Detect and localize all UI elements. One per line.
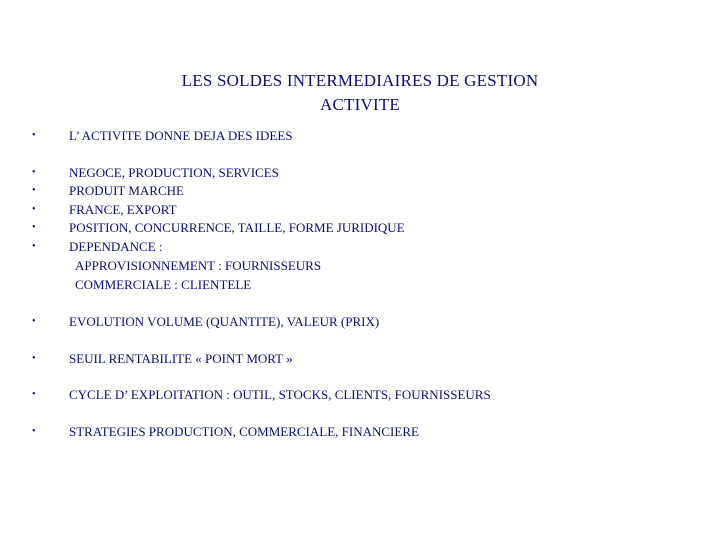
slide-title-line-2 bbox=[0, 94, 720, 116]
list-item-text: L’ ACTIVITE DONNE DEJA DES IDEES bbox=[69, 128, 293, 143]
slide-title-text-1: LES SOLDES INTERMEDIAIRES DE GESTION bbox=[181, 71, 539, 90]
list-item-text: FRANCE, EXPORT bbox=[69, 202, 177, 217]
list-item-text: POSITION, CONCURRENCE, TAILLE, FORME JURIDIQUE bbox=[69, 220, 405, 235]
bullet-icon: • bbox=[32, 130, 36, 141]
bullet-icon: • bbox=[32, 426, 36, 437]
list-item-text: STRATEGIES PRODUCTION, COMMERCIALE, FINANCIERE bbox=[69, 424, 419, 439]
list-item-text: CYCLE D’ EXPLOITATION : OUTIL, STOCKS, CLIENTS, FOURNISSEURS bbox=[69, 387, 491, 402]
bullet-icon: • bbox=[32, 167, 36, 178]
slide-title-line-1 bbox=[0, 70, 720, 92]
list-item-text: SEUIL RENTABILITE « POINT MORT » bbox=[69, 351, 293, 366]
bullet-icon: • bbox=[32, 241, 36, 252]
bullet-icon: • bbox=[32, 222, 36, 233]
list-item-text: PRODUIT MARCHE bbox=[69, 183, 184, 198]
bullet-icon: • bbox=[32, 185, 36, 196]
bullet-icon: • bbox=[32, 204, 36, 215]
sub-item: APPROVISIONNEMENT : FOURNISSEURS bbox=[75, 258, 322, 273]
bullet-icon: • bbox=[32, 316, 36, 327]
bullet-icon: • bbox=[32, 389, 36, 400]
list-item-text: EVOLUTION VOLUME (QUANTITE), VALEUR (PRIX) bbox=[69, 314, 380, 329]
sub-item: COMMERCIALE : CLIENTELE bbox=[75, 277, 252, 292]
slide-title-text-2: ACTIVITE bbox=[320, 95, 400, 114]
list-item-text: DEPENDANCE : bbox=[69, 239, 163, 254]
list-item-text: NEGOCE, PRODUCTION, SERVICES bbox=[69, 165, 279, 180]
bullet-icon: • bbox=[32, 353, 36, 364]
